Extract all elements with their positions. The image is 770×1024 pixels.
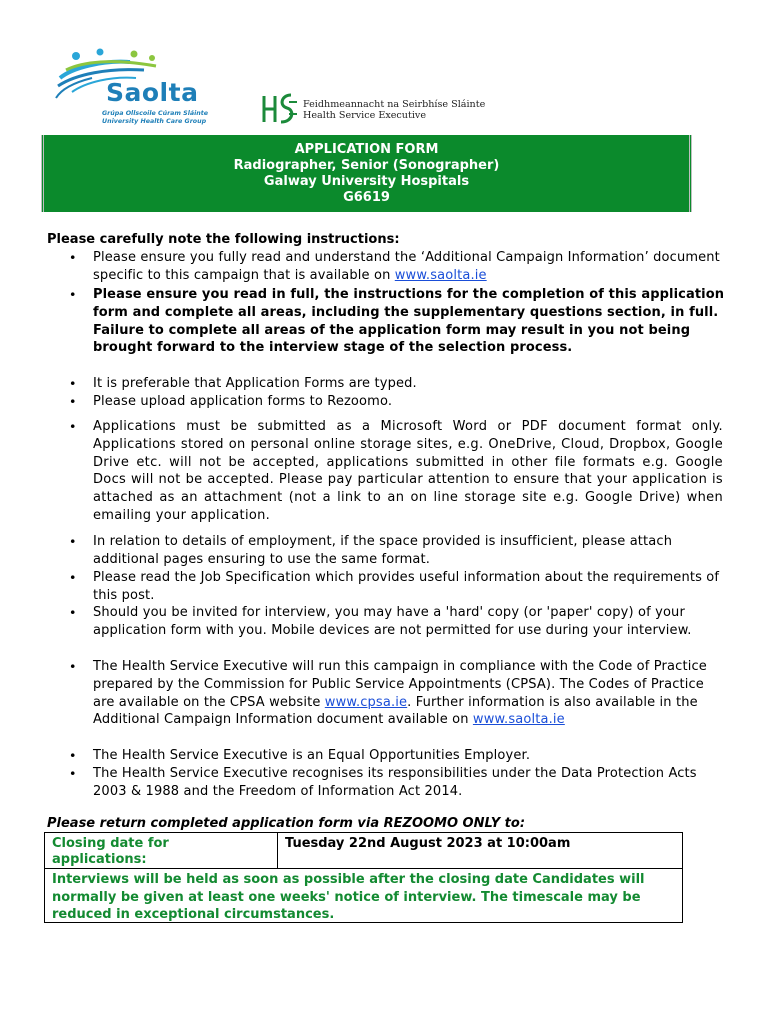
campaign-reference: G6619	[343, 190, 390, 205]
bullet-icon: •	[69, 419, 77, 434]
closing-date-label-cell	[44, 832, 278, 869]
interviews-note: Interviews will be held as soon as possible after the closing date Candidates will normally be given at least one weeks' notice of interview. The timescale may be reduced in exceptional circumstances.	[52, 872, 645, 922]
instruction-code-of-practice: The Health Service Executive will run this campaign in compliance with the Code of Practice prepared by the Commission for Public Service Appointments (CPSA). The Codes of Practice are available on the CPSA website www.cpsa.ie. Further information is also available in the Additional Campaign Information document available on www.saolta.ie	[93, 659, 707, 728]
instruction-additional-pages: In relation to details of employment, if the space provided is insufficient, please attach additional pages ensuring to use the same format.	[93, 534, 673, 567]
instructions-heading: Please carefully note the following instructions:	[47, 232, 400, 247]
saolta-subtitle-2: University Health Care Group	[102, 118, 207, 125]
hse-english-name: Health Service Executive	[303, 110, 427, 121]
closing-date-label-1: Closing date for	[52, 836, 169, 851]
instruction-interview-copy: Should you be invited for interview, you may have a 'hard' copy (or 'paper' copy) of your application form with you. Mobile devices are not permitted for use during your interview.	[93, 605, 692, 638]
instruction-equal-opportunities: The Health Service Executive is an Equal Opportunities Employer.	[93, 748, 531, 763]
bullet-icon: •	[69, 766, 77, 781]
bullet-icon: •	[69, 659, 77, 674]
closing-date-value-cell	[277, 832, 683, 869]
hse-logo	[261, 92, 486, 126]
hse-mark-icon	[261, 92, 299, 126]
bullet-icon: •	[69, 287, 77, 302]
instruction-upload-rezoomo: Please upload application forms to Rezoomo.	[93, 394, 393, 409]
job-title: Radiographer, Senior (Sonographer)	[233, 158, 500, 173]
saolta-subtitle-1: Grúpa Ollscoile Cúram Sláinte	[102, 110, 209, 117]
bullet-icon: •	[69, 534, 77, 549]
form-title: APPLICATION FORM	[294, 142, 439, 157]
closing-date-value: Tuesday 22nd August 2023 at 10:00am	[285, 836, 571, 851]
saolta-name: Saolta	[106, 78, 199, 107]
bullet-icon: •	[69, 376, 77, 391]
instruction-data-protection: The Health Service Executive recognises its responsibilities under the Data Protection Acts 2003 & 1988 and the Freedom of Information Act 2014.	[93, 766, 697, 799]
closing-date-label-2: applications:	[52, 852, 147, 867]
instruction-job-specification: Please read the Job Specification which provides useful information about the requirements of this post.	[93, 570, 720, 603]
bullet-icon: •	[69, 605, 77, 620]
return-heading: Please return completed application form via REZOOMO ONLY to:	[47, 816, 526, 831]
bullet-icon: •	[69, 570, 77, 585]
title-banner	[41, 135, 692, 212]
instruction-read-campaign-info: Please ensure you fully read and understand the ‘Additional Campaign Information’ document specific to this campaign that is available on www.saolta.ie	[93, 250, 720, 283]
bullet-icon: •	[69, 748, 77, 763]
saolta-website-link[interactable]: www.saolta.ie	[394, 267, 487, 283]
instruction-file-formats: Applications must be submitted as a Microsoft Word or PDF document format only. Applications stored on personal online storage sites, e.g. OneDrive, Cloud, Dropbox, Google Drive etc. will not be accepted, applications submitted in other file formats e.g. Google Docs will not be accepted. Please pay particular attention to ensure that your application is attached as an attachment (not a link to an on line storage site e.g. Google Drive) when emailing your application.	[93, 419, 723, 523]
saolta-logo	[52, 48, 222, 132]
instruction-complete-all-areas: Please ensure you read in full, the instructions for the completion of this application form and complete all areas, including the supplementary questions section, in full. Failure to complete all areas of the application form may result in you not being brought forward to the interview stage of the selection process.	[93, 287, 725, 356]
bullet-icon: •	[69, 250, 77, 265]
cpsa-website-link[interactable]: www.cpsa.ie	[324, 694, 408, 710]
interviews-note-cell	[44, 868, 683, 923]
hospital-name: Galway University Hospitals	[263, 174, 470, 189]
saolta-website-link-2[interactable]: www.saolta.ie	[472, 712, 565, 728]
instruction-typed-forms: It is preferable that Application Forms are typed.	[93, 376, 417, 391]
hse-irish-name: Feidhmeannacht na Seirbhíse Sláinte	[303, 99, 486, 110]
bullet-icon: •	[69, 394, 77, 409]
